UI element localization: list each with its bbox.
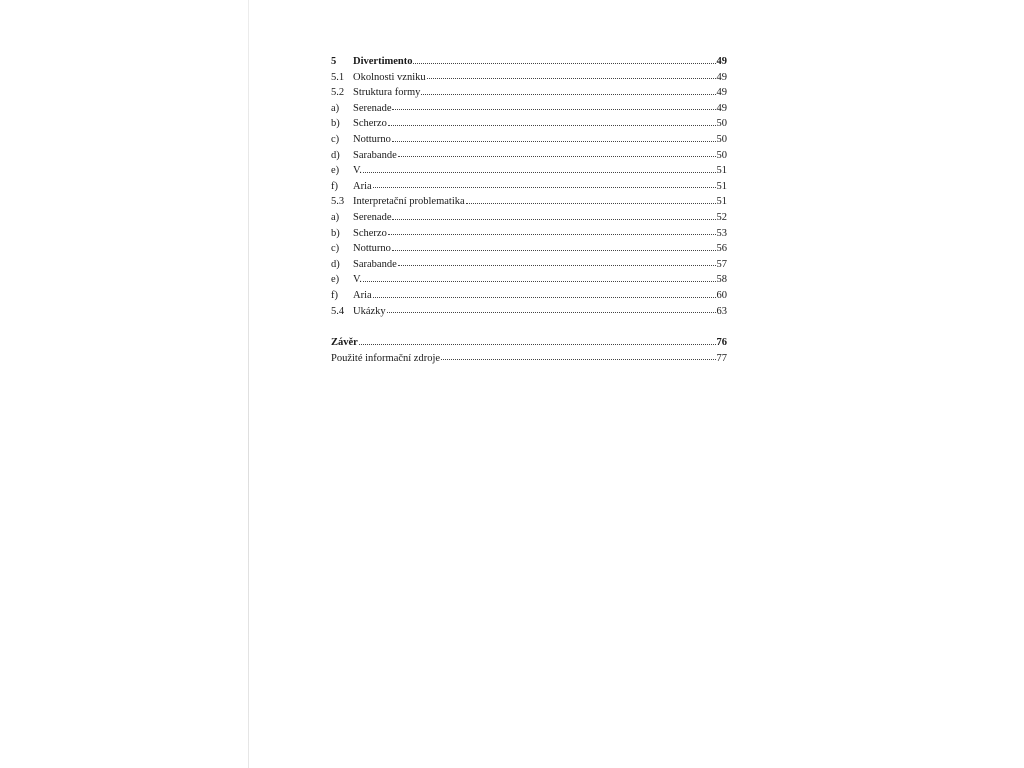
toc-entry-title: Divertimento [353,56,413,67]
toc-entry-title: Scherzo [353,118,387,130]
toc-entry[interactable] [331,132,727,148]
toc-entry-number: d) [331,258,340,270]
toc-back-matter-section [331,335,727,366]
toc-entry-page-number: 58 [716,274,727,286]
toc-entry-page-number: 51 [716,180,727,192]
toc-entry[interactable] [331,210,727,226]
toc-entry[interactable] [331,272,727,288]
toc-entry-number: f) [331,289,338,301]
toc-entry-title: Aria [353,180,372,192]
toc-entry[interactable] [331,351,727,367]
toc-dot-leader [359,343,716,345]
toc-dot-leader [466,202,716,204]
toc-entry-number: b) [331,118,340,130]
toc-entry-title: Serenade [353,211,392,223]
toc-dot-leader [373,186,716,188]
toc-entry[interactable] [331,288,727,304]
toc-entry-number: a) [331,211,340,223]
toc-dot-leader [363,171,716,173]
toc-entry[interactable] [331,148,727,164]
toc-entry-page-number: 50 [716,149,727,161]
toc-dot-leader [398,155,716,157]
toc-entry-number: c) [331,133,340,145]
toc-dot-leader [392,140,716,142]
toc-entry-title: Použité informační zdroje [331,352,441,364]
toc-entry-title: Serenade [353,102,392,114]
scan-page-edge [248,0,249,768]
toc-entry-page-number: 52 [716,211,727,223]
toc-entry[interactable] [331,226,727,242]
toc-dot-leader [413,62,715,64]
toc-entry-number: 5.4 [331,305,345,317]
toc-entry-title: Struktura formy [353,87,421,99]
toc-entry-page-number: 57 [716,258,727,270]
toc-entry-title: Aria [353,289,372,301]
toc-entry-title: Okolnosti vzniku [353,71,426,83]
toc-dot-leader [363,280,716,282]
toc-entry[interactable] [331,116,727,132]
toc-entry-title: Závěr [331,337,358,349]
toc-entry-number: 5.3 [331,196,345,208]
toc-entry-page-number: 77 [716,352,727,364]
toc-entry-number: e) [331,165,340,177]
toc-entry-page-number: 51 [716,196,727,208]
toc-entry-page-number: 51 [716,165,727,177]
toc-entry[interactable] [331,179,727,195]
toc-entry-title: Sarabande [353,258,397,270]
toc-entry-title: V. [353,165,362,177]
toc-entry[interactable] [331,194,727,210]
toc-entry-number: d) [331,149,340,161]
toc-entry-title: Notturno [353,243,391,255]
toc-entry[interactable] [331,257,727,273]
toc-entry-number: a) [331,102,340,114]
toc-entry-number: e) [331,274,340,286]
toc-dot-leader [392,218,715,220]
toc-dot-leader [388,124,716,126]
toc-entry[interactable] [331,85,727,101]
toc-gap [331,319,727,335]
toc-entry-number: c) [331,243,340,255]
toc-dot-leader [387,311,716,313]
toc-entry-page-number: 60 [716,289,727,301]
toc-entry-number: b) [331,227,340,239]
toc-entry[interactable] [331,241,727,257]
toc-entry-number: 5.2 [331,87,345,99]
toc-entry-page-number: 50 [716,133,727,145]
toc-dot-leader [373,296,716,298]
toc-entry[interactable] [331,335,727,351]
toc-dot-leader [392,108,715,110]
toc-dot-leader [427,77,716,79]
toc-entry-page-number: 49 [716,71,727,83]
toc-entry-page-number: 56 [716,243,727,255]
toc-entry-title: Sarabande [353,149,397,161]
toc-entry-number: 5.1 [331,71,345,83]
toc-entry-title: V. [353,274,362,286]
toc-chapter-section [331,54,727,319]
toc-entry[interactable] [331,304,727,320]
toc-entry-page-number: 53 [716,227,727,239]
toc-dot-leader [398,264,716,266]
toc-entry-title: Notturno [353,133,391,145]
toc-entry-page-number: 49 [716,102,727,114]
toc-entry[interactable] [331,163,727,179]
toc-entry-title: Scherzo [353,227,387,239]
toc-entry-page-number: 76 [716,337,727,349]
toc-dot-leader [441,358,715,360]
toc-entry[interactable] [331,70,727,86]
toc-dot-leader [421,93,715,95]
table-of-contents [331,54,727,366]
toc-entry[interactable] [331,54,727,70]
toc-entry-page-number: 63 [716,305,727,317]
toc-entry-number: 5 [331,56,337,67]
toc-entry-page-number: 50 [716,118,727,130]
toc-entry-page-number: 49 [716,87,727,99]
toc-entry-title: Ukázky [353,305,386,317]
toc-dot-leader [388,233,716,235]
toc-entry[interactable] [331,101,727,117]
toc-entry-page-number: 49 [716,56,727,67]
toc-dot-leader [392,249,716,251]
toc-entry-title: Interpretační problematika [353,196,465,208]
toc-entry-number: f) [331,180,338,192]
